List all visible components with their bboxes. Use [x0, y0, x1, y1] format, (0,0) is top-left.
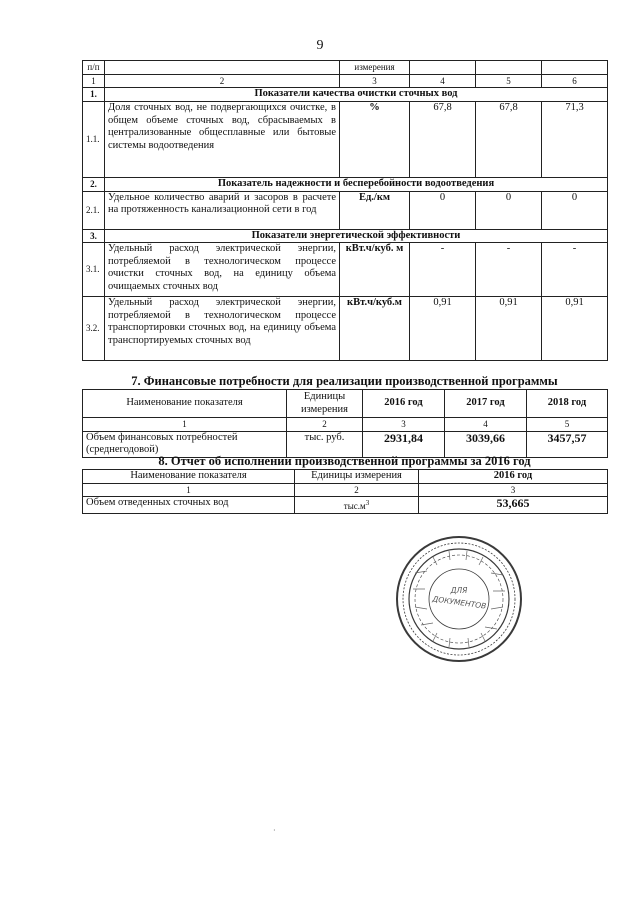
header-cell: 2016 год [363, 390, 445, 418]
index-cell: 3 [419, 483, 608, 497]
row-unit: кВт.ч/куб. м [340, 243, 410, 297]
row-value-2016: 2931,84 [363, 431, 445, 457]
row-value-2016: 0,91 [410, 297, 476, 361]
row-value-2016: - [410, 243, 476, 297]
index-cell: 3 [340, 74, 410, 88]
row-value-2018: 0 [542, 191, 608, 229]
stamp-text: ДОКУМЕНТОВ [431, 594, 487, 611]
row-number: 1.1. [83, 102, 105, 178]
col-num-header: п/п [83, 61, 105, 75]
row-unit: тыс. руб. [287, 431, 363, 457]
official-stamp-icon [393, 533, 525, 665]
index-cell: 5 [527, 418, 608, 432]
table-header-row [83, 470, 608, 484]
index-cell: 6 [542, 74, 608, 88]
page-number: 9 [316, 38, 324, 53]
index-cell: 3 [363, 418, 445, 432]
index-cell: 4 [445, 418, 527, 432]
table-header-row [83, 61, 608, 75]
row-name: Объем отведенных сточных вод [83, 497, 295, 514]
table-row [83, 243, 608, 297]
row-unit: кВт.ч/куб.м [340, 297, 410, 361]
row-name: Удельный расход электрической энергии, потребляемой в технологическом процессе очистки сточных вод, на единицу объема очищаемых сточных вод [105, 243, 340, 297]
row-value-2017: 67,8 [476, 102, 542, 178]
row-value-2016: 67,8 [410, 102, 476, 178]
header-cell: Наименование показателя [83, 390, 287, 418]
table-header-row [83, 390, 608, 418]
row-value-2016: 0 [410, 191, 476, 229]
section-title: Показатель надежности и бесперебойности водоотведения [105, 178, 608, 192]
row-unit: $тыс.м^3$ [295, 497, 419, 514]
header-cell: Единицы измерения [295, 470, 419, 484]
section-row [83, 178, 608, 192]
table-index-row [83, 418, 608, 432]
section-number: 1. [83, 88, 105, 102]
section-7-title: 7. Финансовые потребности для реализации производственной программы [131, 374, 558, 388]
section-number: 2. [83, 178, 105, 192]
scan-speck: · [273, 826, 276, 835]
row-name: Доля сточных вод, не подвергающихся очистке, в общем объеме сточных вод, сбрасываемых в централизованные общесплавные или бытовые системы водоотведения [105, 102, 340, 178]
stamp-text: ДЛЯ [450, 586, 468, 595]
table-index-row [83, 483, 608, 497]
program-report-table [82, 469, 608, 514]
row-number: 2.1. [83, 191, 105, 229]
row-number: 3.2. [83, 297, 105, 361]
row-name: Удельный расход электрической энергии, потребляемой в технологическом процессе транспортировки сточных вод, на единицу объема транспортируемых сточных вод [105, 297, 340, 361]
index-cell: 5 [476, 74, 542, 88]
table-row [83, 297, 608, 361]
table-row [83, 191, 608, 229]
table-index-row [83, 74, 608, 88]
row-value-2017: 0,91 [476, 297, 542, 361]
indicators-table [82, 60, 608, 361]
header-cell: 2018 год [527, 390, 608, 418]
row-value-2016: 53,665 [419, 497, 608, 514]
index-cell: 2 [105, 74, 340, 88]
header-cell: Наименование показателя [83, 470, 295, 484]
row-unit: Ед./км [340, 191, 410, 229]
row-value-2017: 3039,66 [445, 431, 527, 457]
section-row [83, 229, 608, 243]
index-cell: 1 [83, 74, 105, 88]
index-cell: 2 [295, 483, 419, 497]
row-name: Объем финансовых потребностей (среднегодовой) [83, 431, 287, 457]
row-value-2018: 3457,57 [527, 431, 608, 457]
section-title: Показатели энергетической эффективности [105, 229, 608, 243]
row-value-2017: 0 [476, 191, 542, 229]
table-row [83, 497, 608, 514]
header-cell: Единицы измерения [287, 390, 363, 418]
index-cell: 1 [83, 418, 287, 432]
table-row [83, 102, 608, 178]
col-unit-header: измерения [340, 61, 410, 75]
index-cell: 4 [410, 74, 476, 88]
row-number: 3.1. [83, 243, 105, 297]
index-cell: 2 [287, 418, 363, 432]
section-number: 3. [83, 229, 105, 243]
section-row [83, 88, 608, 102]
financial-needs-table [82, 389, 608, 458]
header-cell: 2017 год [445, 390, 527, 418]
row-value-2018: 0,91 [542, 297, 608, 361]
row-unit: % [340, 102, 410, 178]
row-value-2018: - [542, 243, 608, 297]
index-cell: 1 [83, 483, 295, 497]
section-title: Показатели качества очистки сточных вод [105, 88, 608, 102]
row-value-2017: - [476, 243, 542, 297]
section-8-title: 8. Отчет об исполнении производственной программы за 2016 год [158, 454, 531, 468]
row-value-2018: 71,3 [542, 102, 608, 178]
row-name: Удельное количество аварий и засоров в расчете на протяженность канализационной сети в год [105, 191, 340, 229]
header-cell: 2016 год [419, 470, 608, 484]
